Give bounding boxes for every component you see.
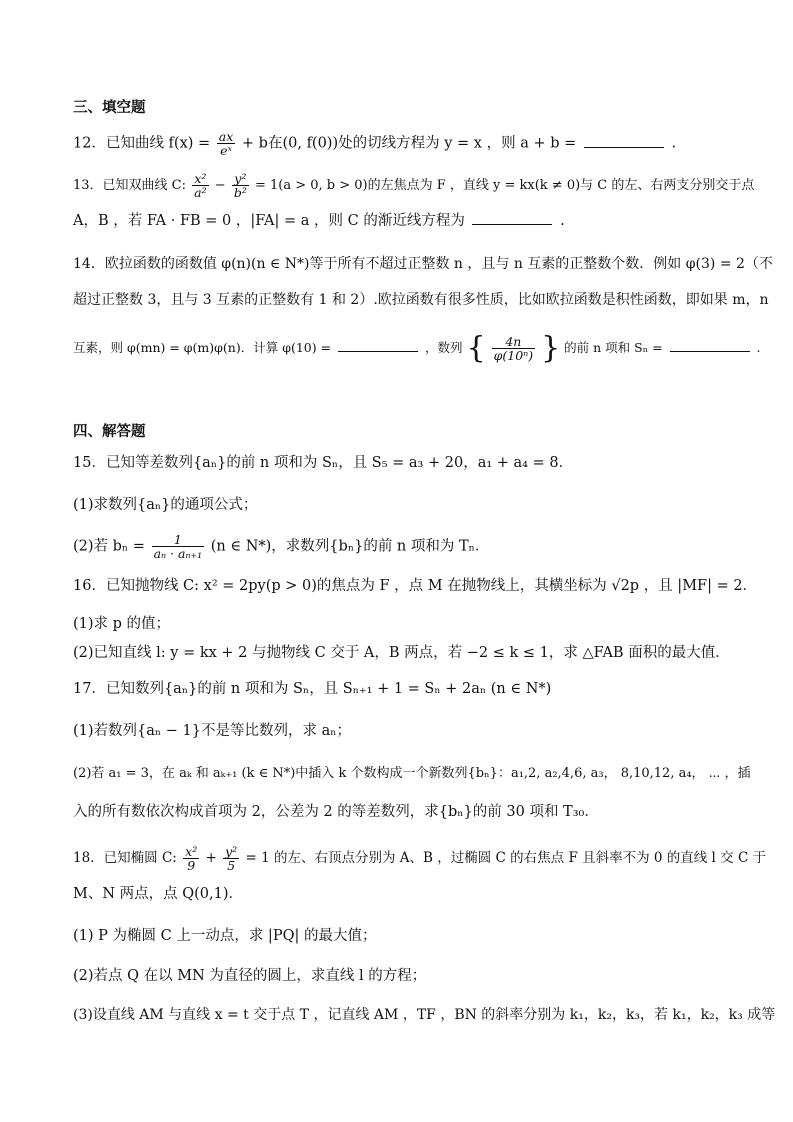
q14-answer-blank-2[interactable] xyxy=(670,337,750,352)
question-14-line-2: 超过正整数 3，且与 3 互素的正整数有 1 和 2）.欧拉函数有很多性质，比如欧拉函数是积性函数，即如果 m，n xyxy=(73,292,769,308)
q13-fraction-2 xyxy=(232,172,249,199)
question-18-line-2: M、N 两点，点 Q(0,1)． xyxy=(73,886,244,902)
q18-f1-num: x² xyxy=(185,844,198,859)
question-16-part-1: (1)求 p 的值； xyxy=(73,616,171,632)
q14-frac-num: 4n xyxy=(492,335,535,349)
section-heading-fill-in: 三、填空题 xyxy=(73,100,146,116)
q12-frac-den: eˣ xyxy=(220,143,232,158)
question-15-line-1: 15．已知等差数列{aₙ}的前 n 项和为 Sₙ，且 S₅ = a₃ + 20，a₁ + a₄ = 8． xyxy=(73,455,574,471)
question-15-part-2 xyxy=(73,533,489,560)
q18-f2-den: 5 xyxy=(227,858,236,873)
q18-text-a: 18．已知椭圆 C: xyxy=(73,850,177,866)
q13-text-a: 13．已知双曲线 C: xyxy=(73,178,187,193)
q13-text-c: A，B ，若 FA · FB = 0 ，|FA| = a ，则 C 的渐近线方程为 xyxy=(73,213,465,229)
question-13-line-2 xyxy=(73,210,565,231)
question-17-part-1: (1)若数列{aₙ − 1}不是等比数列，求 aₙ； xyxy=(73,723,352,739)
q18-plus: + xyxy=(205,850,217,866)
question-17-line-1: 17．已知数列{aₙ}的前 n 项和为 Sₙ，且 Sₙ₊₁ + 1 = Sₙ + 2aₙ (n ∈ N*) xyxy=(73,681,552,697)
q13-fraction-1 xyxy=(192,172,208,199)
question-14-line-1: 14．欧拉函数的函数值 φ(n)(n ∈ N*)等于所有不超过正整数 n ，且与 n 互素的正整数个数．例如 φ(3) = 2（不 xyxy=(73,256,773,272)
q14-frac-den: φ(10ⁿ) xyxy=(493,348,534,363)
q12-text-b: + b在(0, f(0))处的切线方程为 y = x ，则 a + b = xyxy=(241,135,577,152)
question-17-part-2: (2)若 a₁ = 3，在 aₖ 和 aₖ₊₁ (k ∈ N*)中插入 k 个数构成一个新数列{bₙ}：a₁,2, a₂,4,6, a₃， 8,10,12, a₄， ⋯ ，插 xyxy=(73,766,751,781)
left-brace-icon: { xyxy=(466,330,486,366)
q12-fraction xyxy=(217,130,236,157)
q13-f2-den: b² xyxy=(233,185,247,200)
section-heading-solutions: 四、解答题 xyxy=(73,424,146,440)
question-16-line-1: 16．已知抛物线 C: x² = 2py(p > 0)的焦点为 F ，点 M 在抛物线上，其横坐标为 √2p ，且 |MF| = 2． xyxy=(73,578,758,594)
question-18-part-3: (3)设直线 AM 与直线 x = t 交于点 T ，记直线 AM ，TF ，BN 的斜率分别为 k₁，k₂，k₃，若 k₁，k₂，k₃ 成等 xyxy=(73,1007,776,1023)
question-12 xyxy=(73,130,676,157)
q15-fraction xyxy=(152,533,205,560)
q15-frac-num: 1 xyxy=(152,533,205,547)
q13-f1-den: a² xyxy=(194,185,207,200)
question-18-part-2: (2)若点 Q 在以 MN 为直径的圆上，求直线 l 的方程； xyxy=(73,968,427,984)
question-15-part-1: (1)求数列{aₙ}的通项公式； xyxy=(73,497,258,513)
q14-end: . xyxy=(756,340,761,355)
q13-end: . xyxy=(560,213,565,229)
question-17-part-2-cont: 入的所有数依次构成首项为 2，公差为 2 的等差数列，求{bₙ}的前 30 项和 T₃₀． xyxy=(73,804,599,820)
question-14-line-3 xyxy=(73,330,761,366)
question-18-part-1: (1) P 为椭圆 C 上一动点，求 |PQ| 的最大值； xyxy=(73,928,377,944)
q15-text-b: (n ∈ N*)，求数列{bₙ}的前 n 项和为 Tₙ． xyxy=(210,538,490,555)
question-16-part-2: (2)已知直线 l: y = kx + 2 与抛物线 C 交于 A，B 两点，若 −2 ≤ k ≤ 1，求 △FAB 面积的最大值． xyxy=(73,645,730,661)
question-13-line-1 xyxy=(73,172,754,199)
q12-end: . xyxy=(671,135,677,152)
q14-answer-blank-1[interactable] xyxy=(338,337,418,352)
q18-f1-den: 9 xyxy=(187,858,196,873)
q13-f2-num: y² xyxy=(232,172,249,186)
q13-text-b: = 1(a > 0, b > 0)的左焦点为 F ，直线 y = kx(k ≠ 0)与 C 的左、右两支分别交于点 xyxy=(254,178,755,193)
q13-answer-blank[interactable] xyxy=(472,210,552,225)
q14-fraction xyxy=(492,335,535,362)
q12-answer-blank[interactable] xyxy=(584,133,664,148)
q13-minus: − xyxy=(214,178,226,193)
question-18-line-1 xyxy=(73,845,766,872)
q12-text-a: 12．已知曲线 f(x) = xyxy=(73,135,211,152)
q18-fraction-1 xyxy=(183,845,199,872)
q18-text-b: = 1 的左、右顶点分别为 A、B ，过椭圆 C 的右焦点 F 且斜率不为 0 的直线 l 交 C 于 xyxy=(245,850,767,866)
q14-text-c: 的前 n 项和 Sₙ = xyxy=(564,340,663,355)
q15-frac-den: aₙ · aₙ₊₁ xyxy=(153,546,203,561)
q18-fraction-2 xyxy=(223,845,239,872)
right-brace-icon: } xyxy=(541,330,561,366)
q14-text-b: ，数列 xyxy=(425,340,463,355)
q14-text-a: 互素，则 φ(mn) = φ(m)φ(n)．计算 φ(10) = xyxy=(73,340,332,355)
q18-f2-num: y² xyxy=(225,844,238,859)
q13-f1-num: x² xyxy=(192,172,208,186)
q12-frac-num: ax xyxy=(218,129,234,144)
q15-text-a: (2)若 bₙ = xyxy=(73,538,145,555)
